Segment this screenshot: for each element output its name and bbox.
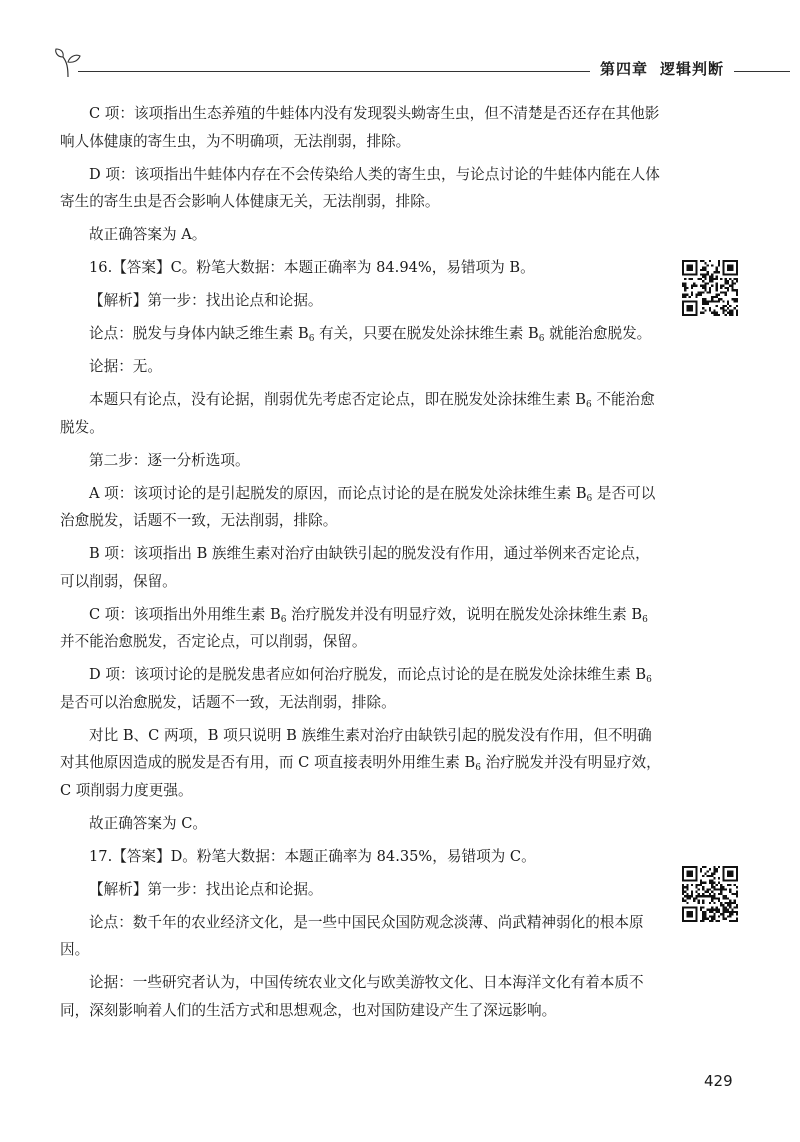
text-segment: 【解析】第一步：找出论点和论据。 — [89, 292, 323, 309]
paragraph — [60, 161, 662, 216]
chapter-label: 第四章 — [599, 60, 648, 78]
paragraph — [60, 810, 662, 838]
text-segment: 17.【答案】D。粉笔大数据：本题正确率为 84.35%，易错项为 C。 — [89, 847, 536, 865]
text-segment: D 项：该项讨论的是脱发患者应如何治疗脱发，而论点讨论的是在脱发处涂抹维生素 B — [89, 666, 647, 683]
text-segment: 论据：无。 — [89, 358, 162, 375]
text-segment: 【解析】第一步：找出论点和论据。 — [89, 880, 323, 898]
paragraph — [60, 843, 662, 871]
subscript: 6 — [642, 614, 648, 625]
text-segment: D 项：该项指出牛蛙体内存在不会传染给人类的寄生虫，与论点讨论的牛蛙体内能在人体寄生的寄生虫是否会影响人体健康无关，无法削弱，排除。 — [60, 165, 660, 210]
paragraph — [60, 661, 662, 716]
text-segment: 治疗脱发并没有明显疗效，说明在脱发处涂抹维生素 B — [286, 605, 643, 623]
paragraph — [60, 540, 662, 595]
text-segment: 治疗脱发并没有明显疗效，C 项削弱力度更强。 — [60, 754, 661, 799]
paragraph — [60, 353, 662, 381]
text-segment: 论点：数千年的农业经济文化，是一些中国民众国防观念淡薄、尚武精神弱化的根本原因。 — [60, 913, 644, 958]
paragraph — [60, 221, 662, 249]
paragraph — [60, 876, 662, 904]
subscript: 6 — [646, 675, 652, 685]
text-segment: 16.【答案】C。粉笔大数据：本题正确率为 84.94%，易错项为 B。 — [89, 259, 535, 276]
subscript: 6 — [585, 400, 592, 410]
text-segment: 故正确答案为 A。 — [89, 226, 207, 243]
body-text — [60, 100, 662, 1030]
paragraph — [60, 287, 662, 315]
subscript: 6 — [538, 334, 545, 344]
text-segment: 有关，只要在脱发处涂抹维生素 B — [314, 325, 539, 342]
text-segment: 不能治愈脱发。 — [60, 391, 655, 436]
text-segment: 第二步：逐一分析选项。 — [89, 451, 250, 469]
subscript: 6 — [475, 763, 481, 773]
paragraph — [60, 722, 662, 805]
paragraph — [60, 447, 662, 475]
text-segment: A 项：该项讨论的是引起脱发的原因，而论点讨论的是在脱发处涂抹维生素 B — [89, 484, 587, 502]
text-segment: B 项：该项指出 B 族维生素对治疗由缺铁引起的脱发没有作用，通过举例来否定论点，可以削弱，保留。 — [60, 545, 650, 590]
text-segment: 本题只有论点，没有论据，削弱优先考虑否定论点，即在脱发处涂抹维生素 B — [89, 391, 586, 408]
paragraph — [60, 480, 662, 535]
paragraph — [60, 254, 662, 282]
qr-code[interactable] — [682, 260, 738, 316]
text-segment: 是否可以治愈脱发，话题不一致，无法削弱，排除。 — [60, 484, 656, 529]
section-title: 逻辑判断 — [659, 60, 724, 78]
text-segment: 是否可以治愈脱发，话题不一致，无法削弱，排除。 — [60, 693, 396, 711]
paragraph — [60, 601, 662, 656]
page-number: 429 — [704, 1072, 733, 1090]
text-segment: 论点：脱发与身体内缺乏维生素 B — [89, 325, 309, 342]
text-segment: 对比 B、C 两项，B 项只说明 B 族维生素对治疗由缺铁引起的脱发没有作用，但不明确对其他原因造成的脱发是否有用，而 C 项直接表明外用维生素 B — [60, 726, 652, 771]
text-segment: C 项：该项指出外用维生素 B — [89, 605, 281, 623]
text-segment: 论据：一些研究者认为，中国传统农业文化与欧美游牧文化、日本海洋文化有着本质不同，深刻影响着人们的生活方式和思想观念，也对国防建设产生了深远影响。 — [60, 974, 644, 1019]
text-segment: 并不能治愈脱发，否定论点，可以削弱，保留。 — [60, 633, 367, 650]
text-segment: C 项：该项指出生态养殖的牛蛙体内没有发现裂头蚴寄生虫，但不清楚是否还存在其他影响人体健康的寄生虫，为不明确项，无法削弱，排除。 — [60, 105, 660, 150]
paragraph — [60, 909, 662, 964]
header-title — [590, 58, 734, 79]
paragraph — [60, 320, 662, 348]
subscript: 6 — [308, 334, 315, 344]
text-segment: 就能治愈脱发。 — [544, 325, 652, 342]
paragraph — [60, 386, 662, 441]
page-header — [48, 46, 790, 86]
text-segment: 故正确答案为 C。 — [89, 814, 207, 832]
paragraph — [60, 969, 662, 1024]
qr-code[interactable] — [682, 866, 738, 922]
paragraph — [60, 100, 662, 155]
leaf-icon — [54, 48, 82, 78]
subscript: 6 — [586, 493, 593, 504]
subscript: 6 — [280, 614, 287, 625]
